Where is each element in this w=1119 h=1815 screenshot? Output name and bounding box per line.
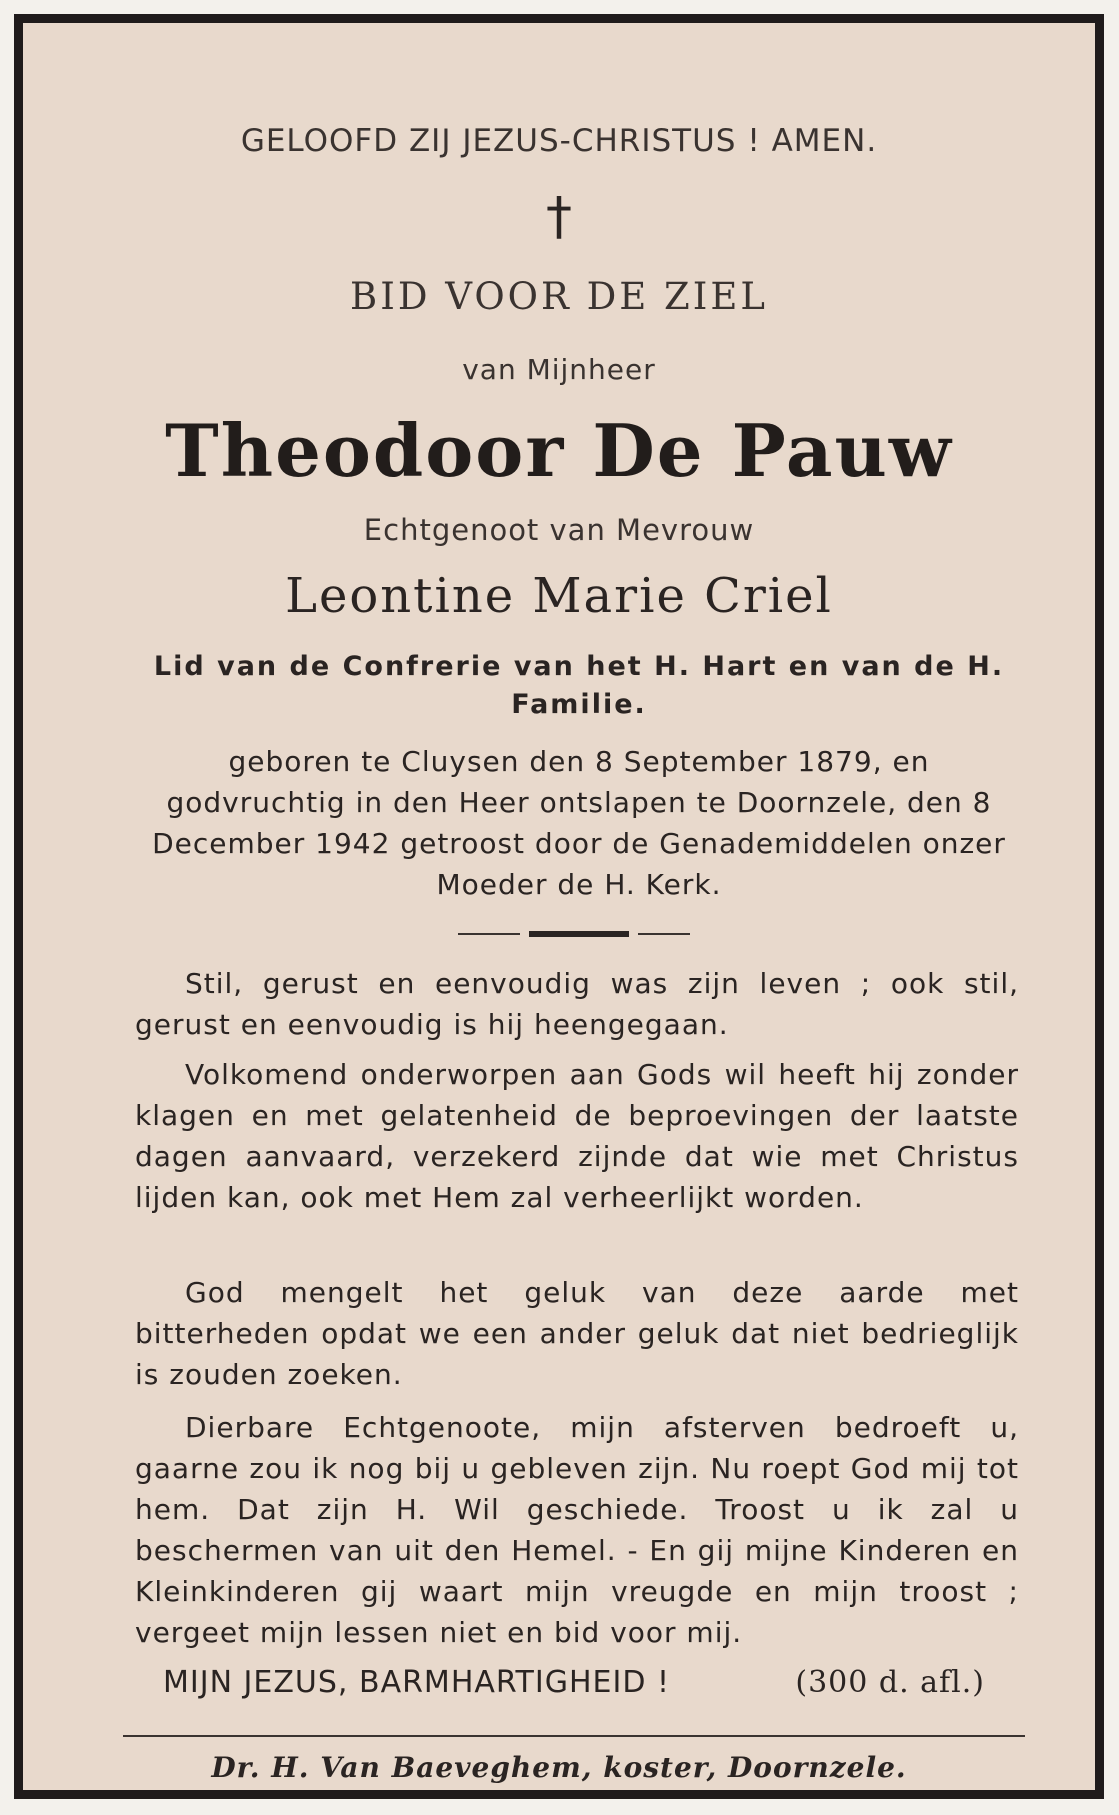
honorific: van Mijnheer	[462, 353, 656, 386]
printer-credit: Dr. H. Van Baeveghem, koster, Doornzele.	[211, 1751, 907, 1784]
deceased-name: Theodoor De Pauw	[165, 408, 953, 493]
header-text: GELOOFD ZIJ JEZUS-CHRISTUS ! AMEN.	[240, 123, 878, 159]
card-border	[14, 14, 1104, 1799]
paragraph: God mengelt het geluk van deze aarde met bitterheden opdat we een ander geluk dat niet bedrieglijk is zouden zoeken.	[135, 1276, 1019, 1391]
indulgence-note: (300 d. afl.)	[795, 1665, 985, 1700]
paragraph: Stil, gerust en eenvoudig was zijn leven ; ook stil, gerust en eenvoudig is hij heengegaan.	[135, 967, 1019, 1041]
divider-center	[529, 931, 629, 937]
divider-left	[458, 933, 520, 935]
prayer-request: BID VOOR DE ZIEL	[350, 275, 768, 318]
spouse-intro: Echtgenoot van Mevrouw	[363, 513, 755, 547]
membership-text: Lid van de Confrerie van het H. Hart en van de H. Familie.	[153, 651, 1005, 720]
divider-right	[638, 933, 690, 935]
card-content	[23, 23, 1095, 1790]
footer-rule	[123, 1735, 1025, 1737]
closing-line	[163, 1665, 985, 1700]
spouse-name: Leontine Marie Criel	[285, 568, 833, 624]
cross-icon: †	[546, 187, 572, 247]
closing-prayer: MIJN JEZUS, BARMHARTIGHEID !	[163, 1665, 671, 1700]
birth-death-text: geboren te Cluysen den 8 September 1879, en godvruchtig in den Heer ontslapen te Doornzele, den 8 December 1942 getroost door de Genademiddelen onzer Moeder de H. Kerk.	[152, 745, 1006, 901]
paragraph: Volkomend onderworpen aan Gods wil heeft hij zonder klagen en met gelatenheid de beproevingen der laatste dagen aanvaard, verzekerd zijnde dat wie met Christus lijden kan, ook met Hem zal verheerlijkt worden.	[135, 1058, 1019, 1214]
ornamental-divider	[23, 931, 1095, 939]
paragraph: Dierbare Echtgenoote, mijn afsterven bedroeft u, gaarne zou ik nog bij u gebleven zijn. Nu roept God mij tot hem. Dat zijn H. Wil geschiede. Troost u ik zal u beschermen van uit den Hemel. - En gij mijne Kinderen en Kleinkinderen gij waart mijn vreugde en mijn troost ; vergeet mijn lessen niet en bid voor mij.	[135, 1411, 1019, 1649]
